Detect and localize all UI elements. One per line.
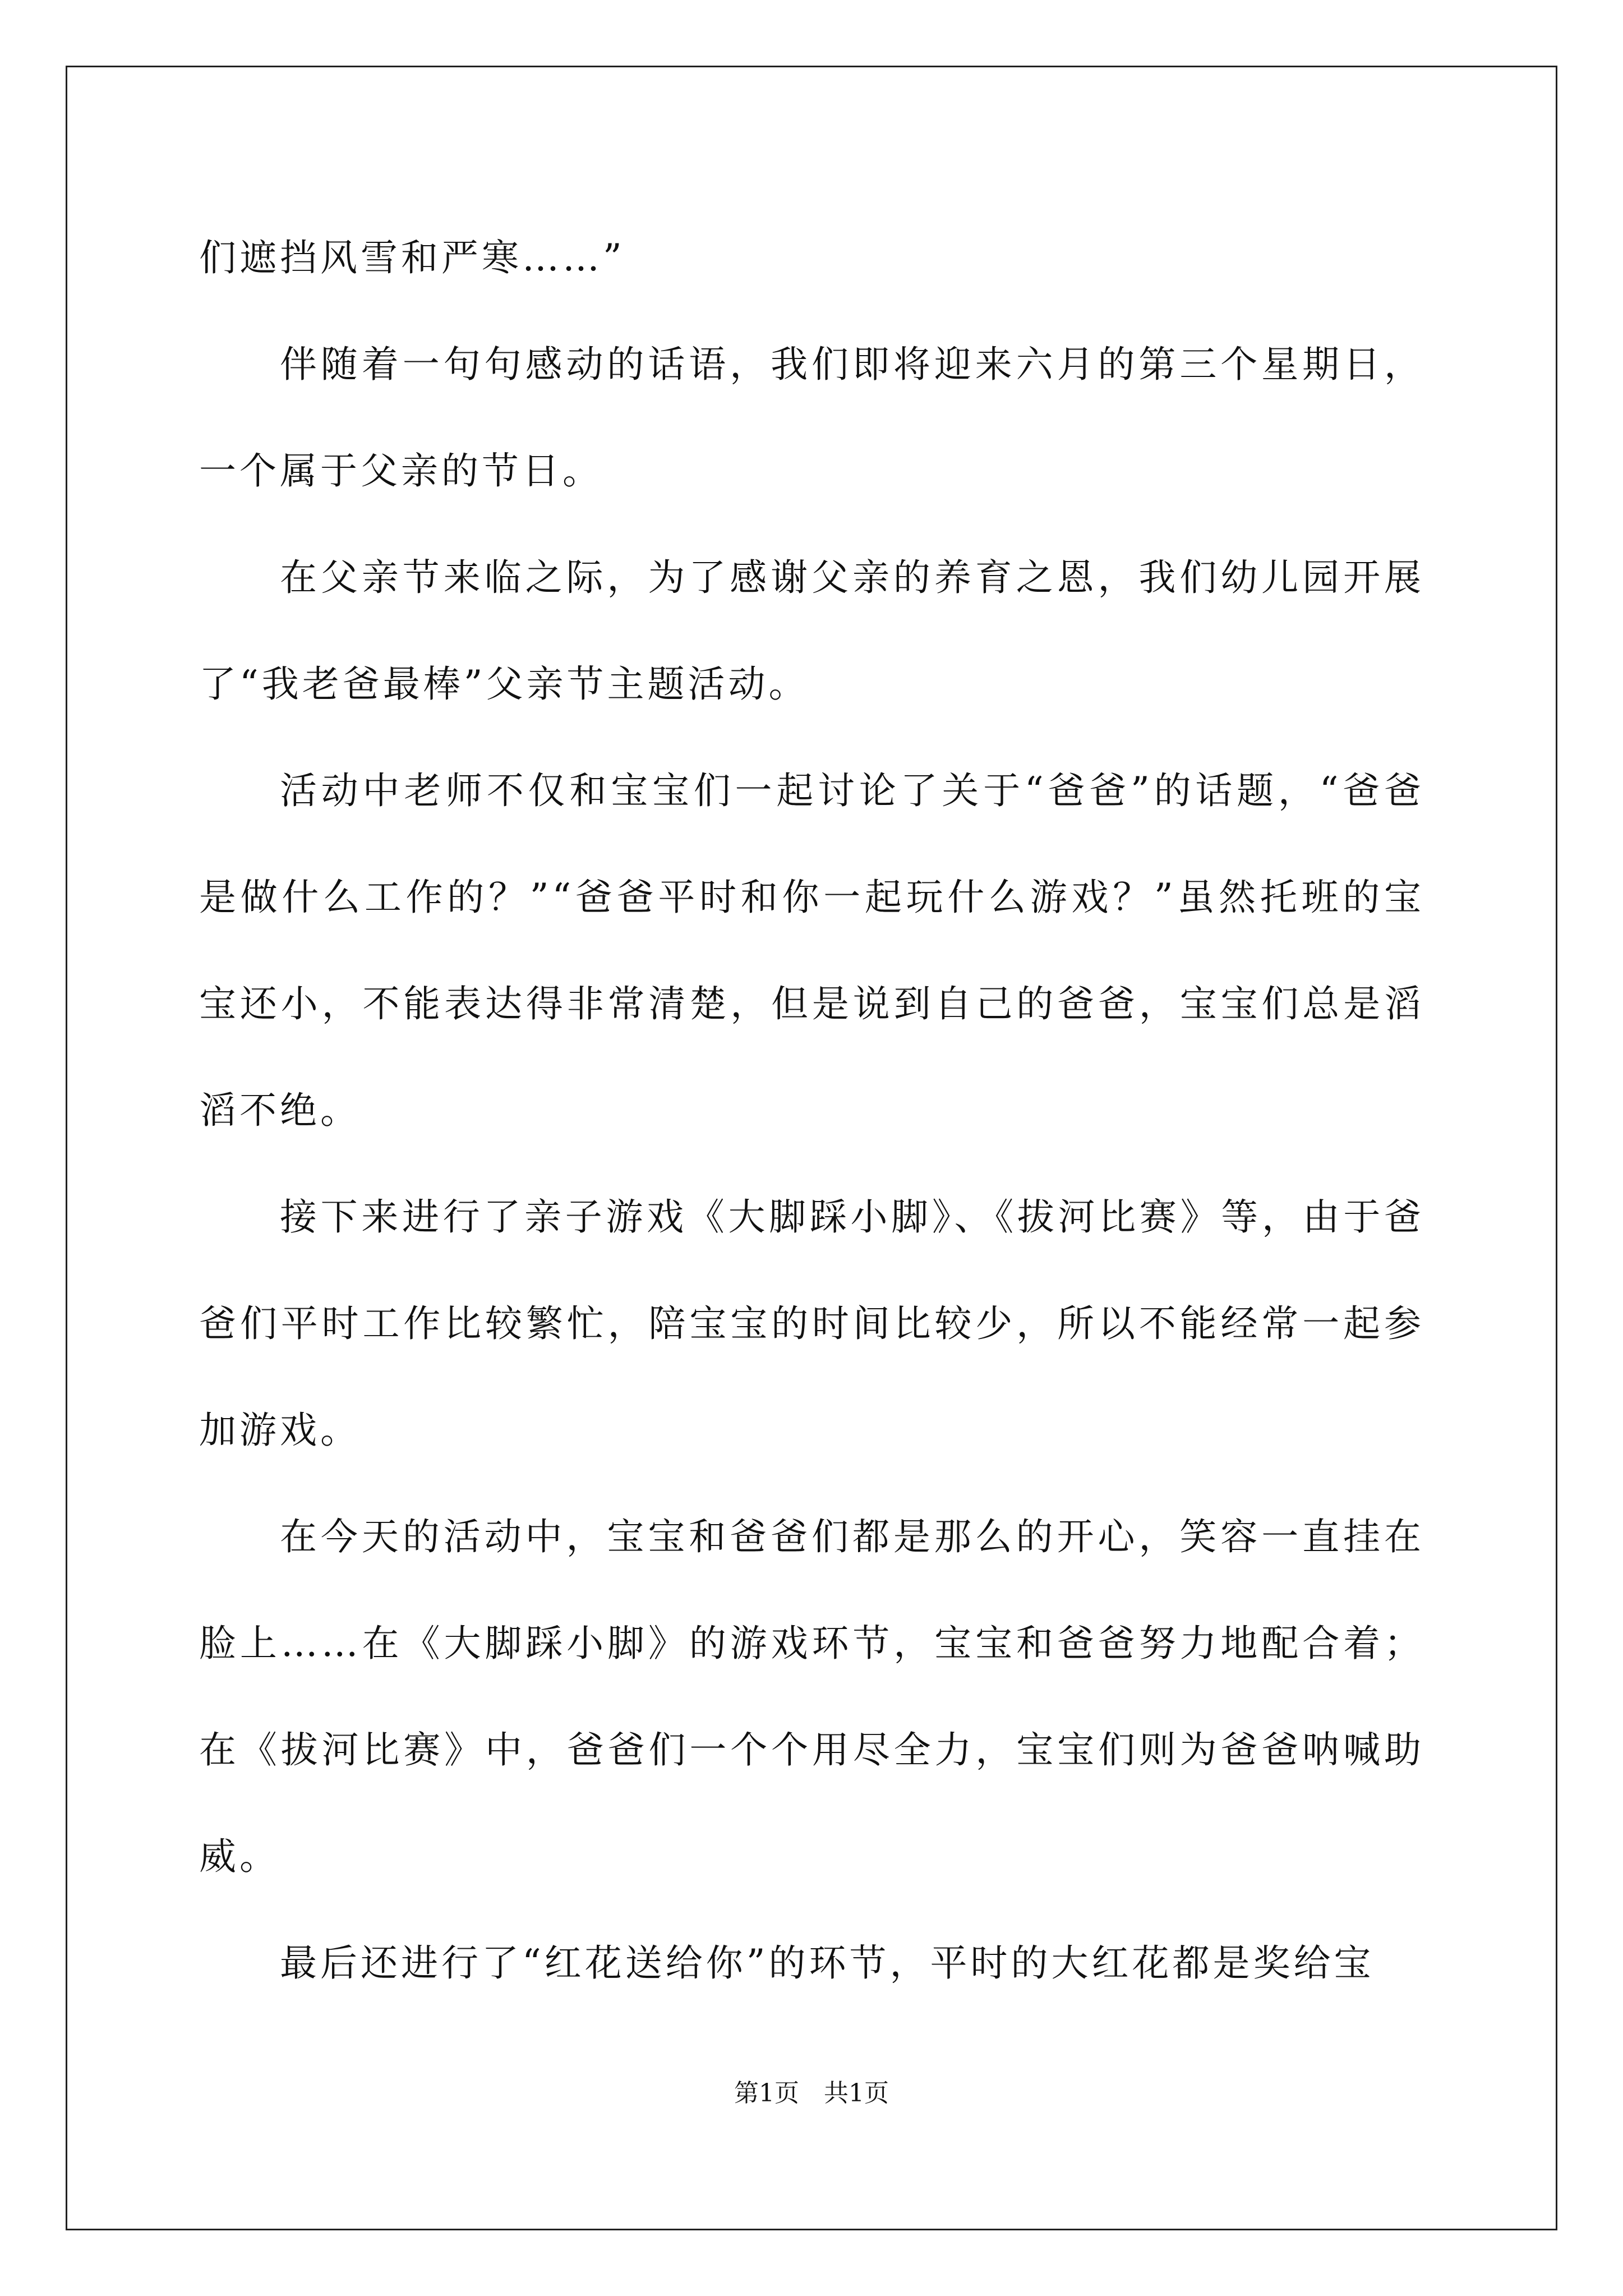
paragraph-1: 们遮挡风雪和严寒……” [199,236,625,279]
page-total: 共1页 [824,2079,889,2108]
page-number: 第1页 [734,2079,799,2108]
document-body [199,205,1424,2017]
paragraph-3: 在父亲节来临之际，为了感谢父亲的养育之恩，我们幼儿园开展了“我老爸最棒”父亲节主题活动。 [199,556,1424,706]
paragraph-7: 最后还进行了“红花送给你”的环节，平时的大红花都是奖给宝 [280,1941,1375,1985]
paragraph-2: 伴随着一句句感动的话语，我们即将迎来六月的第三个星期日，一个属于父亲的节日。 [199,343,1424,493]
paragraph-4: 活动中老师不仅和宝宝们一起讨论了关于“爸爸”的话题，“爸爸是做什么工作的？”“爸爸平时和你一起玩什么游戏？”虽然托班的宝宝还小，不能表达得非常清楚，但是说到自己的爸爸，宝宝们总是滔滔不绝。 [199,769,1424,1132]
page-footer [0,2077,1623,2110]
paragraph-6: 在今天的活动中，宝宝和爸爸们都是那么的开心，笑容一直挂在脸上……在《大脚踩小脚》的游戏环节，宝宝和爸爸努力地配合着；在《拔河比赛》中，爸爸们一个个用尽全力，宝宝们则为爸爸呐喊助威。 [199,1515,1424,1878]
paragraph-5: 接下来进行了亲子游戏《大脚踩小脚》、《拔河比赛》等，由于爸爸们平时工作比较繁忙，陪宝宝的时间比较少，所以不能经常一起参加游戏。 [199,1195,1424,1452]
